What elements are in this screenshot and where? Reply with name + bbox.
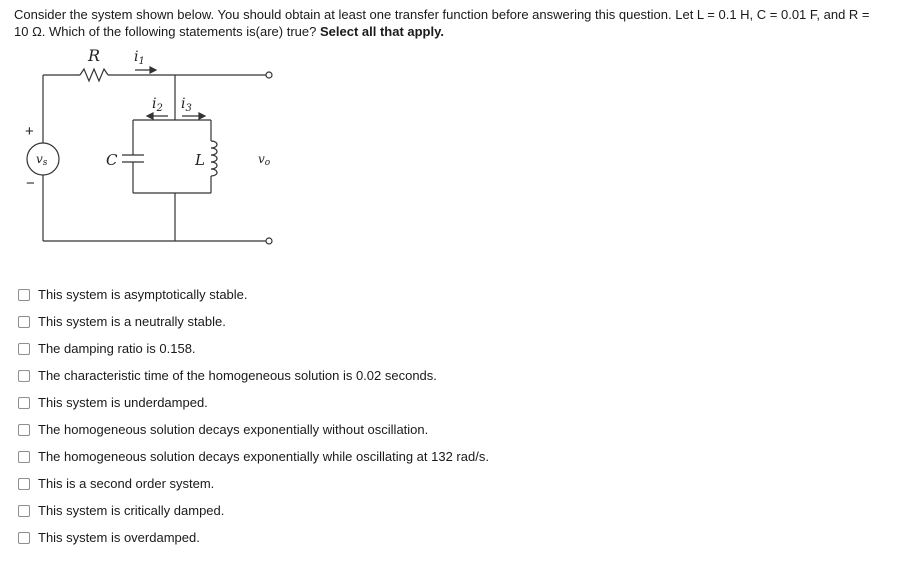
- option-label[interactable]: This system is asymptotically stable.: [38, 287, 248, 302]
- checkbox[interactable]: [18, 451, 30, 463]
- resistor-symbol: [80, 69, 108, 81]
- option-label[interactable]: This system is underdamped.: [38, 395, 208, 410]
- i3-subscript: 3: [185, 103, 192, 114]
- circuit-diagram: [18, 45, 288, 250]
- option-item[interactable]: [18, 389, 489, 416]
- option-label[interactable]: This system is overdamped.: [38, 530, 200, 545]
- option-label[interactable]: This system is critically damped.: [38, 503, 225, 518]
- output-terminal-bottom: [266, 238, 272, 244]
- inductor-coil: [211, 141, 217, 176]
- i2-label: i: [152, 96, 157, 112]
- i2-subscript: 2: [156, 103, 163, 114]
- checkbox[interactable]: [18, 316, 30, 328]
- checkbox[interactable]: [18, 532, 30, 544]
- svg-text:i1: [134, 49, 145, 67]
- answer-options: [18, 281, 489, 551]
- checkbox[interactable]: [18, 478, 30, 490]
- i1-arrowhead: [150, 67, 156, 73]
- checkbox[interactable]: [18, 370, 30, 382]
- option-label[interactable]: The damping ratio is 0.158.: [38, 341, 196, 356]
- option-label[interactable]: The homogeneous solution decays exponentially while oscillating at 132 rad/s.: [38, 449, 489, 464]
- option-label[interactable]: The characteristic time of the homogeneous solution is 0.02 seconds.: [38, 368, 437, 383]
- svg-text:vo: [258, 152, 271, 168]
- option-label[interactable]: The homogeneous solution decays exponentially without oscillation.: [38, 422, 429, 437]
- checkbox[interactable]: [18, 343, 30, 355]
- option-item[interactable]: [18, 470, 489, 497]
- output-subscript: o: [264, 158, 271, 168]
- question-text: [14, 6, 884, 40]
- i3-arrowhead: [199, 113, 205, 119]
- i1-label: i: [134, 49, 139, 65]
- option-item[interactable]: [18, 443, 489, 470]
- svg-text:i3: [181, 96, 192, 114]
- option-item[interactable]: [18, 524, 489, 551]
- option-item[interactable]: [18, 416, 489, 443]
- checkbox[interactable]: [18, 424, 30, 436]
- resistor-label: R: [88, 46, 101, 65]
- inductor-label: L: [195, 151, 205, 169]
- source-plus: +: [25, 123, 34, 140]
- checkbox[interactable]: [18, 505, 30, 517]
- option-label[interactable]: This is a second order system.: [38, 476, 215, 491]
- option-item[interactable]: [18, 281, 489, 308]
- checkbox[interactable]: [18, 289, 30, 301]
- i2-arrowhead: [147, 113, 153, 119]
- svg-text:i2: [152, 96, 163, 114]
- option-item[interactable]: [18, 308, 489, 335]
- option-label[interactable]: This system is a neutrally stable.: [38, 314, 226, 329]
- option-item[interactable]: [18, 362, 489, 389]
- option-item[interactable]: [18, 335, 489, 362]
- option-item[interactable]: [18, 497, 489, 524]
- source-label: v: [36, 152, 43, 166]
- source-minus: −: [26, 175, 35, 192]
- question-instruction: Select all that apply.: [319, 24, 444, 39]
- capacitor-label: C: [106, 151, 118, 169]
- question-body: Consider the system shown below. You should obtain at least one transfer function before answering this question. Let L = 0.1 H, C = 0.01 F, and R = 10 Ω. Which of the following statements is(are) true?: [14, 7, 870, 39]
- i1-subscript: 1: [138, 56, 145, 67]
- checkbox[interactable]: [18, 397, 30, 409]
- i3-label: i: [181, 96, 186, 112]
- source-subscript: s: [42, 158, 48, 168]
- output-label: v: [258, 152, 265, 166]
- output-terminal-top: [266, 72, 272, 78]
